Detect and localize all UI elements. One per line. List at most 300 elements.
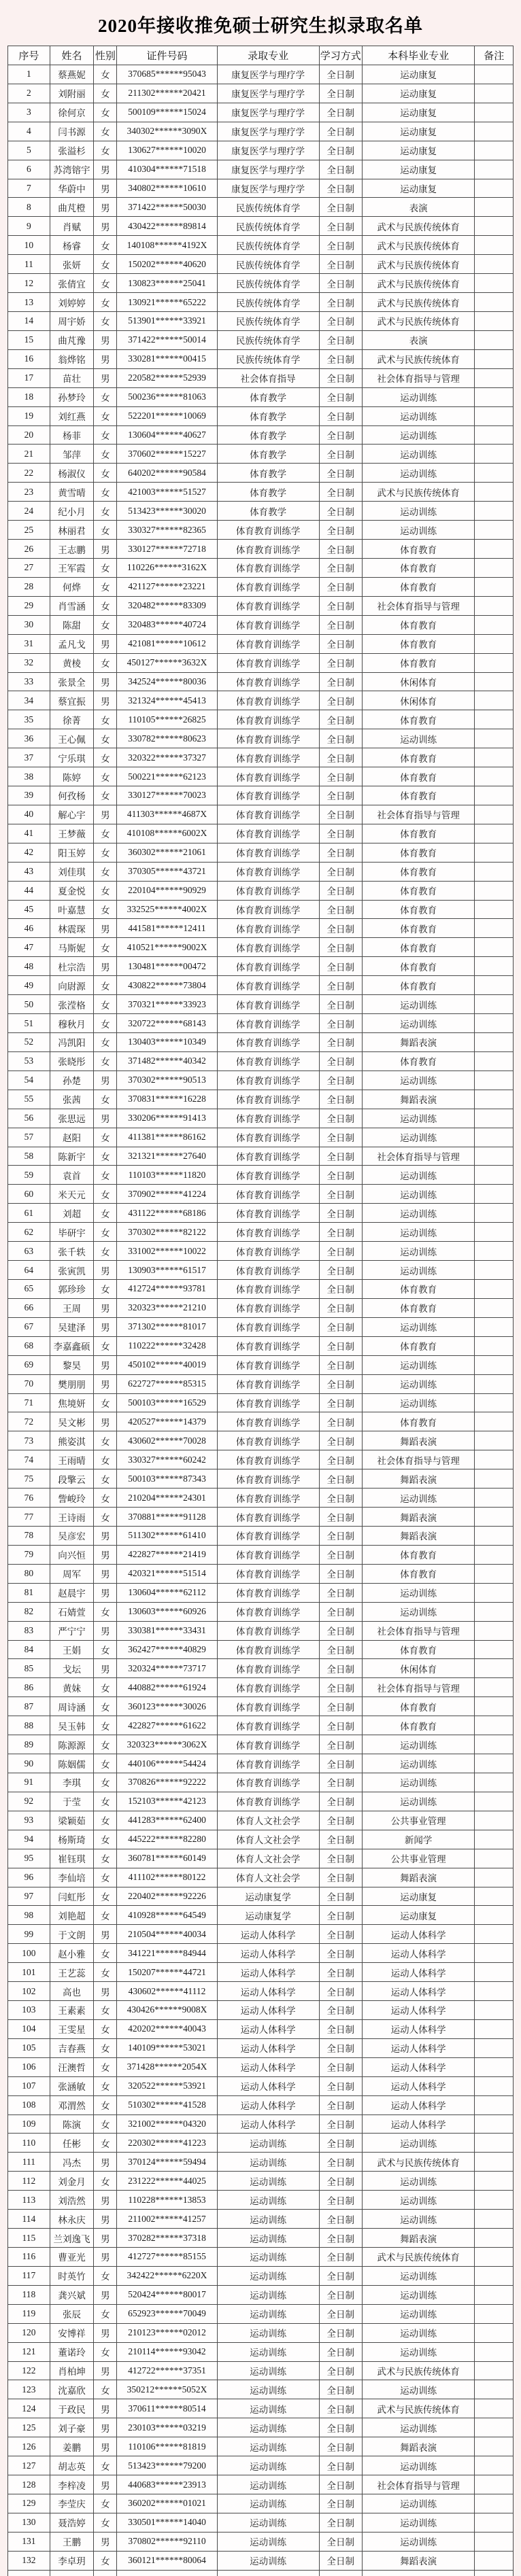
cell-remarks	[475, 2229, 514, 2248]
cell-serial-number: 121	[8, 2342, 50, 2361]
cell-gender: 女	[94, 122, 117, 141]
table-row	[8, 1280, 514, 1299]
cell-study-mode: 全日制	[319, 2532, 362, 2551]
cell-name: 曲芃豫	[50, 330, 94, 349]
cell-name: 袁首	[50, 1166, 94, 1185]
cell-name: 马斯妮	[50, 938, 94, 957]
cell-gender: 女	[94, 2342, 117, 2361]
cell-remarks	[475, 2342, 514, 2361]
cell-undergraduate-major: 武术与民族传统体育	[362, 255, 475, 274]
cell-remarks	[475, 1868, 514, 1887]
cell-id-number: 420321******51514	[117, 1564, 217, 1583]
cell-admitted-major: 运动人体科学	[217, 1963, 319, 1982]
cell-serial-number: 117	[8, 2266, 50, 2285]
cell-remarks	[475, 748, 514, 767]
cell-remarks	[475, 1242, 514, 1261]
cell-undergraduate-major: 体育教育	[362, 976, 475, 995]
cell-remarks	[475, 445, 514, 464]
cell-name: 黄棱	[50, 653, 94, 672]
cell-serial-number: 96	[8, 1868, 50, 1887]
cell-name: 李嘉鑫硕	[50, 1336, 94, 1355]
cell-undergraduate-major: 运动人体科学	[362, 2001, 475, 2020]
table-row	[8, 1545, 514, 1564]
cell-admitted-major: 体育教育训练学	[217, 1261, 319, 1280]
cell-undergraduate-major: 运动人体科学	[362, 1963, 475, 1982]
cell-undergraduate-major: 体育教育	[362, 1298, 475, 1317]
cell-undergraduate-major: 舞蹈表演	[362, 1868, 475, 1887]
cell-remarks	[475, 1545, 514, 1564]
cell-study-mode: 全日制	[319, 1659, 362, 1678]
cell-name: 李莹庆	[50, 2494, 94, 2513]
cell-admitted-major: 民族传统体育学	[217, 311, 319, 330]
cell-gender: 女	[94, 1280, 117, 1299]
cell-id-number: 110228******13853	[117, 2191, 217, 2210]
cell-undergraduate-major: 运动训练	[362, 1128, 475, 1147]
cell-name: 孟凡戈	[50, 634, 94, 653]
cell-gender: 男	[94, 349, 117, 368]
cell-remarks	[475, 179, 514, 198]
cell-remarks	[475, 1051, 514, 1071]
cell-remarks	[475, 236, 514, 255]
cell-name: 张思远	[50, 1109, 94, 1128]
cell-gender: 女	[94, 2266, 117, 2285]
cell-study-mode: 全日制	[319, 1242, 362, 1261]
cell-admitted-major: 体育教学	[217, 483, 319, 502]
cell-admitted-major: 运动人体科学	[217, 1925, 319, 1944]
cell-id-number: 210504******40034	[117, 1925, 217, 1944]
table-row	[8, 84, 514, 103]
cell-undergraduate-major: 休闲体育	[362, 672, 475, 691]
cell-undergraduate-major: 武术与民族传统体育	[362, 2248, 475, 2267]
cell-gender: 女	[94, 1185, 117, 1204]
cell-name: 汪澳哲	[50, 2057, 94, 2076]
table-row	[8, 1621, 514, 1640]
cell-admitted-major: 运动训练	[217, 2475, 319, 2494]
cell-undergraduate-major: 体育教育	[362, 900, 475, 919]
table-row	[8, 729, 514, 748]
cell-study-mode: 全日制	[319, 103, 362, 122]
cell-gender: 男	[94, 1982, 117, 2001]
cell-gender: 女	[94, 1773, 117, 1792]
cell-remarks	[475, 1849, 514, 1868]
cell-study-mode: 全日制	[319, 2342, 362, 2361]
cell-admitted-major: 体育教育训练学	[217, 1659, 319, 1678]
cell-admitted-major: 体育教育训练学	[217, 824, 319, 843]
cell-admitted-major: 体育教育训练学	[217, 1298, 319, 1317]
cell-study-mode: 全日制	[319, 1298, 362, 1317]
table-row	[8, 1014, 514, 1033]
cell-id-number: 360302******21061	[117, 843, 217, 862]
table-row	[8, 919, 514, 938]
cell-serial-number: 37	[8, 748, 50, 767]
cell-id-number: 420202******40043	[117, 2019, 217, 2038]
cell-serial-number: 113	[8, 2191, 50, 2210]
cell-name: 李仙培	[50, 1868, 94, 1887]
cell-name: 龚兴斌	[50, 2285, 94, 2304]
cell-admitted-major: 民族传统体育学	[217, 330, 319, 349]
cell-name: 兰刘逸飞	[50, 2229, 94, 2248]
cell-gender: 女	[94, 2114, 117, 2134]
cell-serial-number: 36	[8, 729, 50, 748]
cell-name: 刘浩然	[50, 2191, 94, 2210]
table-row	[8, 1355, 514, 1374]
cell-id-number: 130903******61517	[117, 1261, 217, 1280]
cell-study-mode: 全日制	[319, 1678, 362, 1697]
cell-name: 王艺蕊	[50, 1963, 94, 1982]
cell-remarks	[475, 1735, 514, 1754]
cell-admitted-major: 体育人文社会学	[217, 1849, 319, 1868]
cell-id-number: 210123******02012	[117, 2323, 217, 2342]
cell-admitted-major: 体育教育训练学	[217, 1336, 319, 1355]
cell-name: 吉春燕	[50, 2038, 94, 2057]
cell-undergraduate-major: 运动训练	[362, 1489, 475, 1508]
cell-remarks	[475, 2475, 514, 2494]
cell-admitted-major: 运动训练	[217, 2361, 319, 2380]
cell-name: 严宁宁	[50, 1621, 94, 1640]
cell-id-number: 320522******53921	[117, 2076, 217, 2095]
cell-id-number: 450102******40019	[117, 1355, 217, 1374]
cell-remarks	[475, 805, 514, 824]
cell-gender: 女	[94, 596, 117, 615]
cell-remarks	[475, 938, 514, 957]
cell-gender: 女	[94, 2001, 117, 2020]
cell-serial-number: 26	[8, 540, 50, 559]
cell-name: 杨淑仪	[50, 464, 94, 483]
cell-name: 崔钰琪	[50, 1849, 94, 1868]
cell-study-mode: 全日制	[319, 1849, 362, 1868]
cell-serial-number: 57	[8, 1128, 50, 1147]
cell-admitted-major: 体育教育训练学	[217, 900, 319, 919]
cell-study-mode: 全日制	[319, 634, 362, 653]
cell-admitted-major: 运动人体科学	[217, 2019, 319, 2038]
cell-gender: 女	[94, 900, 117, 919]
cell-undergraduate-major: 运动训练	[362, 2285, 475, 2304]
cell-remarks	[475, 1944, 514, 1963]
cell-study-mode: 全日制	[319, 1830, 362, 1849]
cell-admitted-major: 体育教育训练学	[217, 729, 319, 748]
cell-undergraduate-major: 武术与民族传统体育	[362, 2153, 475, 2172]
cell-serial-number: 2	[8, 84, 50, 103]
cell-remarks	[475, 2134, 514, 2153]
cell-gender: 女	[94, 1223, 117, 1242]
cell-id-number: 110226******3162X	[117, 558, 217, 577]
cell-remarks	[475, 387, 514, 406]
cell-undergraduate-major: 表演	[362, 198, 475, 217]
cell-serial-number: 51	[8, 1014, 50, 1033]
cell-gender: 女	[94, 558, 117, 577]
table-row	[8, 1583, 514, 1602]
cell-study-mode: 全日制	[319, 1526, 362, 1545]
cell-admitted-major: 体育教育训练学	[217, 1754, 319, 1773]
cell-remarks	[475, 691, 514, 710]
cell-undergraduate-major: 运动训练	[362, 2456, 475, 2475]
cell-admitted-major: 体育人文社会学	[217, 1830, 319, 1849]
cell-study-mode: 全日制	[319, 1280, 362, 1299]
cell-remarks	[475, 995, 514, 1014]
table-row	[8, 1564, 514, 1583]
cell-remarks	[475, 198, 514, 217]
cell-undergraduate-major: 武术与民族传统体育	[362, 274, 475, 293]
table-row	[8, 2057, 514, 2076]
cell-undergraduate-major: 运动训练	[362, 2380, 475, 2399]
cell-remarks	[475, 653, 514, 672]
cell-serial-number: 68	[8, 1336, 50, 1355]
cell-undergraduate-major: 舞蹈表演	[362, 2551, 475, 2570]
cell-id-number: 370826******92222	[117, 1773, 217, 1792]
cell-remarks	[475, 672, 514, 691]
cell-gender: 男	[94, 691, 117, 710]
cell-undergraduate-major: 运动人体科学	[362, 2057, 475, 2076]
cell-gender: 男	[94, 1071, 117, 1090]
cell-id-number: 411381******86162	[117, 1128, 217, 1147]
cell-name: 刘佳琪	[50, 862, 94, 881]
cell-gender: 女	[94, 1090, 117, 1109]
cell-gender: 女	[94, 236, 117, 255]
cell-remarks	[475, 710, 514, 729]
cell-serial-number: 9	[8, 217, 50, 236]
cell-id-number: 511302******61410	[117, 1526, 217, 1545]
cell-name: 吴建泽	[50, 1317, 94, 1336]
cell-remarks	[475, 349, 514, 368]
cell-undergraduate-major: 运动康复	[362, 65, 475, 84]
cell-gender: 女	[94, 1963, 117, 1982]
cell-admitted-major: 体育教育训练学	[217, 1412, 319, 1431]
cell-name: 周宇娇	[50, 311, 94, 330]
cell-remarks	[475, 1185, 514, 1204]
cell-remarks	[475, 1564, 514, 1583]
cell-serial-number: 66	[8, 1298, 50, 1317]
cell-serial-number: 4	[8, 122, 50, 141]
cell-remarks	[475, 1336, 514, 1355]
cell-serial-number: 98	[8, 1906, 50, 1925]
table-row	[8, 1906, 514, 1925]
cell-remarks	[475, 1963, 514, 1982]
cell-name: 陈新宇	[50, 1147, 94, 1166]
table-row	[8, 710, 514, 729]
cell-id-number: 330127******70023	[117, 786, 217, 805]
cell-name: 徐菁	[50, 710, 94, 729]
cell-remarks	[475, 65, 514, 84]
cell-name: 向尉源	[50, 976, 94, 995]
cell-gender: 女	[94, 1508, 117, 1527]
cell-admitted-major: 体育教育训练学	[217, 1640, 319, 1659]
cell-study-mode: 全日制	[319, 1621, 362, 1640]
cell-undergraduate-major: 武术与民族传统体育	[362, 293, 475, 312]
cell-id-number: 410304******71518	[117, 160, 217, 179]
cell-gender: 女	[94, 1128, 117, 1147]
table-row	[8, 1090, 514, 1109]
cell-serial-number: 6	[8, 160, 50, 179]
cell-gender: 男	[94, 1526, 117, 1545]
table-row	[8, 2513, 514, 2532]
cell-remarks	[475, 1109, 514, 1128]
cell-id-number: 330782******80623	[117, 729, 217, 748]
table-row	[8, 2248, 514, 2267]
table-row	[8, 2172, 514, 2191]
cell-serial-number: 55	[8, 1090, 50, 1109]
cell-gender: 男	[94, 330, 117, 349]
cell-remarks	[475, 729, 514, 748]
cell-admitted-major: 体育教育训练学	[217, 1697, 319, 1716]
cell-undergraduate-major: 体育教育	[362, 881, 475, 900]
table-row	[8, 1944, 514, 1963]
table-row	[8, 464, 514, 483]
cell-id-number: 370305******43721	[117, 862, 217, 881]
cell-remarks	[475, 558, 514, 577]
cell-name: 黎昊	[50, 1355, 94, 1374]
cell-remarks	[475, 634, 514, 653]
cell-undergraduate-major: 运动训练	[362, 1204, 475, 1223]
cell-undergraduate-major: 体育教育	[362, 862, 475, 881]
cell-name: 王心佩	[50, 729, 94, 748]
cell-serial-number: 29	[8, 596, 50, 615]
cell-serial-number: 23	[8, 483, 50, 502]
table-row	[8, 236, 514, 255]
cell-id-number: 370302******90513	[117, 1071, 217, 1090]
table-row	[8, 368, 514, 387]
cell-study-mode: 全日制	[319, 84, 362, 103]
cell-gender: 女	[94, 786, 117, 805]
cell-study-mode: 全日制	[319, 748, 362, 767]
cell-undergraduate-major: 运动训练	[362, 1792, 475, 1811]
table-row	[8, 1830, 514, 1849]
cell-name: 周诗涵	[50, 1697, 94, 1716]
cell-name: 肖雪涵	[50, 596, 94, 615]
cell-id-number: 370611******80514	[117, 2399, 217, 2418]
cell-study-mode: 全日制	[319, 255, 362, 274]
table-row	[8, 141, 514, 160]
cell-undergraduate-major: 运动康复	[362, 160, 475, 179]
cell-gender: 男	[94, 672, 117, 691]
table-row	[8, 1640, 514, 1659]
cell-remarks	[475, 2437, 514, 2456]
cell-admitted-major: 体育教育训练学	[217, 1489, 319, 1508]
cell-gender: 男	[94, 1545, 117, 1564]
cell-serial-number: 32	[8, 653, 50, 672]
cell-study-mode: 全日制	[319, 1261, 362, 1280]
table-row	[8, 1849, 514, 1868]
table-row	[8, 1963, 514, 1982]
cell-gender: 男	[94, 957, 117, 976]
cell-undergraduate-major: 公共事业管理	[362, 1811, 475, 1830]
cell-serial-number: 73	[8, 1431, 50, 1450]
cell-remarks	[475, 1811, 514, 1830]
cell-study-mode: 全日制	[319, 862, 362, 881]
cell-name: 苏湾镕宇	[50, 160, 94, 179]
cell-id-number: 422827******61622	[117, 1716, 217, 1735]
cell-id-number: 330501******14040	[117, 2513, 217, 2532]
cell-admitted-major: 体育教学	[217, 387, 319, 406]
cell-study-mode: 全日制	[319, 1412, 362, 1431]
cell-serial-number: 1	[8, 65, 50, 84]
cell-gender: 男	[94, 2399, 117, 2418]
cell-id-number: 412727******85155	[117, 2248, 217, 2267]
cell-undergraduate-major: 体育教育	[362, 710, 475, 729]
cell-admitted-major: 体育教育训练学	[217, 540, 319, 559]
cell-remarks	[475, 957, 514, 976]
cell-undergraduate-major: 运动训练	[362, 521, 475, 540]
cell-serial-number: 21	[8, 445, 50, 464]
table-row	[8, 179, 514, 198]
cell-id-number: 341221******84944	[117, 1944, 217, 1963]
cell-id-number: 130627******10020	[117, 141, 217, 160]
cell-name: 于文朗	[50, 1925, 94, 1944]
cell-study-mode: 全日制	[319, 824, 362, 843]
cell-admitted-major: 体育教育训练学	[217, 1280, 319, 1299]
cell-gender: 女	[94, 521, 117, 540]
cell-study-mode: 全日制	[319, 691, 362, 710]
cell-serial-number: 126	[8, 2437, 50, 2456]
cell-id-number: 421003******51527	[117, 483, 217, 502]
cell-admitted-major: 体育教育训练学	[217, 1090, 319, 1109]
cell-remarks	[475, 1640, 514, 1659]
cell-admitted-major: 康复医学与理疗学	[217, 65, 319, 84]
cell-study-mode: 全日制	[319, 1014, 362, 1033]
cell-study-mode: 全日制	[319, 957, 362, 976]
cell-id-number: 431122******68186	[117, 1204, 217, 1223]
cell-remarks	[475, 1280, 514, 1299]
cell-undergraduate-major: 运动人体科学	[362, 2076, 475, 2095]
cell-undergraduate-major: 运动训练	[362, 1374, 475, 1393]
cell-gender: 男	[94, 2418, 117, 2437]
cell-admitted-major: 运动训练	[217, 2172, 319, 2191]
cell-serial-number: 65	[8, 1280, 50, 1299]
table-row	[8, 1887, 514, 1906]
cell-gender: 女	[94, 425, 117, 445]
cell-admitted-major: 体育教育训练学	[217, 1128, 319, 1147]
cell-study-mode: 全日制	[319, 1033, 362, 1052]
cell-serial-number: 131	[8, 2532, 50, 2551]
cell-name: 杨菲	[50, 425, 94, 445]
cell-id-number: 430602******70028	[117, 1431, 217, 1450]
cell-undergraduate-major: 体育教育	[362, 653, 475, 672]
cell-id-number: 371428******2054X	[117, 2057, 217, 2076]
cell-name: 吴文彬	[50, 1412, 94, 1431]
header-undergraduate-major: 本科毕业专业	[362, 46, 475, 65]
cell-id-number: 340802******10610	[117, 179, 217, 198]
cell-name: 邹萍	[50, 445, 94, 464]
table-row	[8, 615, 514, 634]
cell-id-number: 513423******30020	[117, 502, 217, 521]
cell-id-number: 430822******73804	[117, 976, 217, 995]
cell-name: 吴玉韩	[50, 1716, 94, 1735]
cell-id-number: 500103******16529	[117, 1393, 217, 1412]
cell-name: 胡志英	[50, 2456, 94, 2475]
cell-gender: 女	[94, 387, 117, 406]
cell-study-mode: 全日制	[319, 2437, 362, 2456]
cell-study-mode: 全日制	[319, 2076, 362, 2095]
cell-gender: 女	[94, 2038, 117, 2057]
cell-admitted-major: 体育教育训练学	[217, 1317, 319, 1336]
cell-name: 张倩宜	[50, 274, 94, 293]
cell-study-mode: 全日制	[319, 1374, 362, 1393]
cell-serial-number: 122	[8, 2361, 50, 2380]
cell-study-mode: 全日制	[319, 540, 362, 559]
cell-serial-number: 90	[8, 1754, 50, 1773]
cell-serial-number: 27	[8, 558, 50, 577]
cell-name: 石婧萱	[50, 1602, 94, 1621]
cell-admitted-major: 体育教育训练学	[217, 919, 319, 938]
cell-admitted-major: 体育教育训练学	[217, 596, 319, 615]
cell-serial-number: 61	[8, 1204, 50, 1223]
cell-gender: 女	[94, 767, 117, 786]
cell-gender: 女	[94, 2513, 117, 2532]
cell-study-mode: 全日制	[319, 1773, 362, 1792]
cell-remarks	[475, 1792, 514, 1811]
cell-undergraduate-major: 运动训练	[362, 387, 475, 406]
cell-admitted-major: 运动训练	[217, 2210, 319, 2229]
cell-undergraduate-major: 运动人体科学	[362, 2038, 475, 2057]
